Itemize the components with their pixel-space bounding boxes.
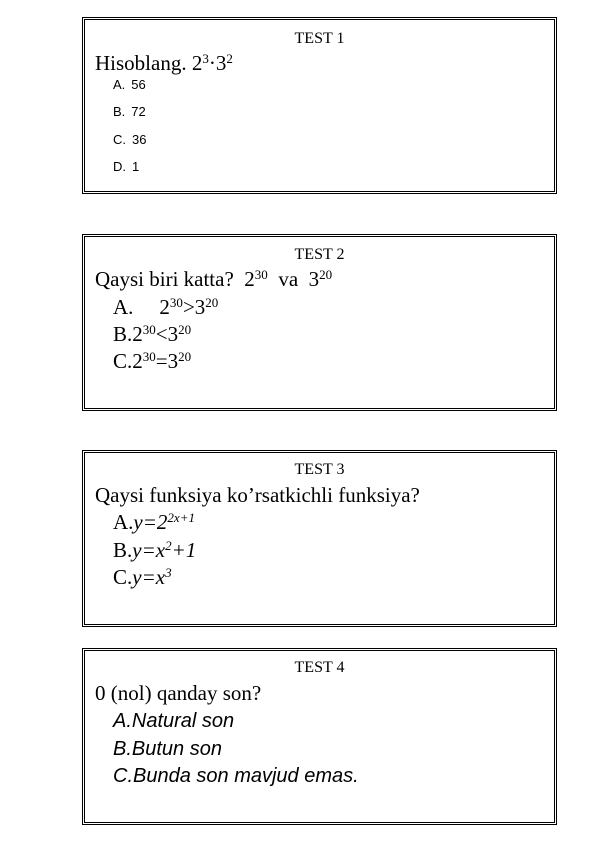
test-2-option-b[interactable]: $B.2^{30}<3^{20}$ — [113, 321, 192, 346]
test-1-option-a[interactable]: A. 56 — [113, 77, 146, 92]
test-1-option-b[interactable]: B. 72 — [113, 104, 146, 119]
test-2-question: Qaysi biri katta? $2^{30}$ va $3^{20}$ — [95, 266, 333, 291]
test-3-option-c[interactable]: $C.y=x^3$ — [113, 564, 172, 589]
test-4-option-a[interactable]: A.Natural son — [113, 710, 235, 732]
test-4-card — [82, 648, 557, 825]
test-3-option-a[interactable]: $A.y=2^{2x+1}$ — [113, 509, 195, 534]
test-4-title: TEST 4 — [294, 659, 345, 676]
test-4-option-b[interactable]: B.Butun son — [113, 738, 222, 760]
test-3-title: TEST 3 — [294, 461, 345, 478]
test-3-option-b[interactable]: $B.y=x^2+1$ — [113, 537, 197, 562]
test-1-option-d[interactable]: D. 1 — [113, 159, 140, 174]
test-2-option-c[interactable]: $C.2^{30}=3^{20}$ — [113, 348, 192, 373]
test-1-question: Hisoblang. $2^3\cdot 3^2$ — [95, 50, 233, 75]
test-3-question: Qaysi funksiya ko’rsatkichli funksiya? — [95, 483, 420, 507]
test-1-title: TEST 1 — [294, 30, 345, 47]
test-3-card — [82, 450, 557, 627]
test-2-card — [82, 234, 557, 411]
test-2-title: TEST 2 — [294, 246, 345, 263]
test-1-option-c[interactable]: C. 36 — [113, 132, 147, 147]
test-2-option-a[interactable]: A. $2^{30}>3^{20}$ — [113, 294, 219, 319]
test-4-option-c[interactable]: C.Bunda son mavjud emas. — [113, 765, 359, 787]
test-4-question: 0 (nol) qanday son? — [95, 681, 262, 705]
test-1-card — [82, 17, 557, 194]
